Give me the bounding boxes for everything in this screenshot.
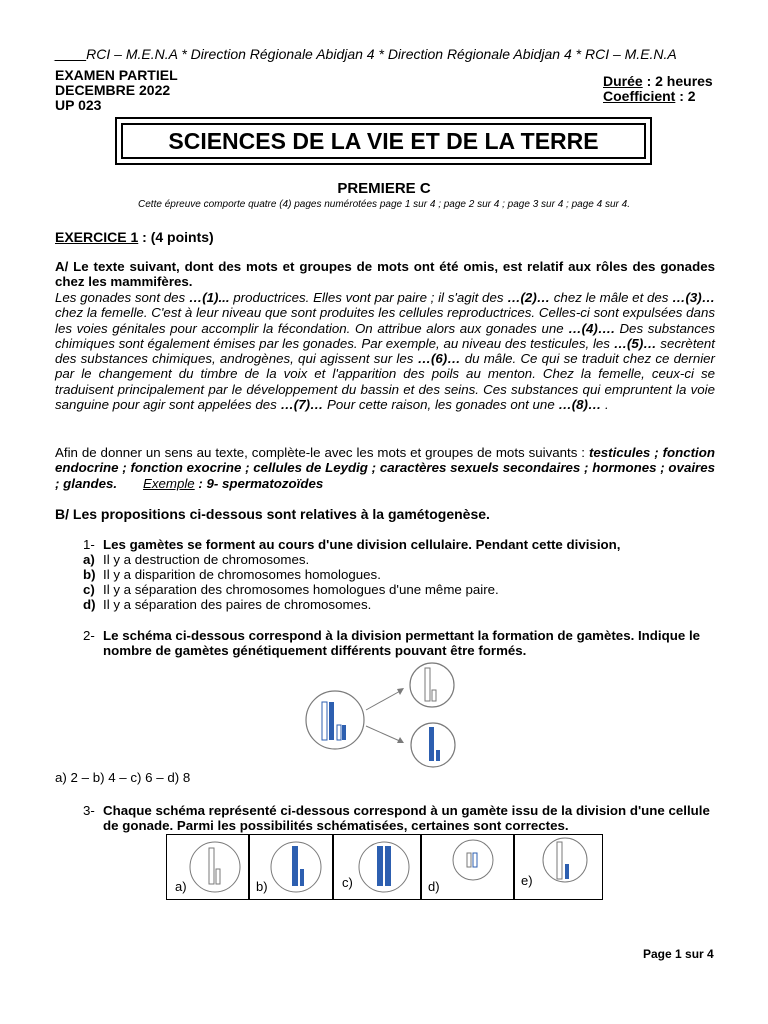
meiosis-diagram xyxy=(300,660,480,770)
gamete-label-d: d) xyxy=(428,879,440,894)
option-letter: b) xyxy=(83,567,96,582)
gamete-drawing-c xyxy=(334,835,422,901)
coefficient-line xyxy=(603,89,713,104)
question-1-number: 1- xyxy=(83,537,95,552)
chromosome-short-white xyxy=(432,690,436,701)
chromosome-long-blue xyxy=(377,846,383,886)
page-total: sur 4 xyxy=(681,947,714,961)
question-3-number: 3- xyxy=(83,803,95,818)
chromosome-short-white xyxy=(337,725,341,740)
blank-3: …(3)… xyxy=(672,290,715,305)
arrow-up-head xyxy=(397,688,404,695)
part-a-title: A/ Le texte suivant, dont des mots et groupes de mots ont été omis, est relatif aux rôles des gonades chez les mammifères. xyxy=(55,259,715,290)
chromosome-long-blue xyxy=(292,846,298,886)
blank-1: …(1)... xyxy=(188,290,230,305)
blank-4: …(4)…. xyxy=(568,320,615,336)
question-2-answers: a) 2 – b) 4 – c) 6 – d) 8 xyxy=(55,770,191,785)
text-segment: Des substances chimiques sont également émises par les gonades. Par exemple, au niveau des testicules, les xyxy=(55,320,715,351)
instruction-paragraph xyxy=(55,445,715,491)
exam-type: EXAMEN PARTIEL xyxy=(55,67,178,83)
option-text: Il y a séparation des chromosomes homologues d'une même paire. xyxy=(103,582,499,597)
option-d xyxy=(83,597,371,612)
duration-label: Durée xyxy=(603,73,643,89)
part-a-text xyxy=(55,290,715,412)
text-segment: secrètent des substances chimiques, androgènes, qui agissent sur les xyxy=(55,335,715,367)
page-prefix: Page xyxy=(643,947,676,961)
question-1-text: Les gamètes se forment au cours d'une division cellulaire. Pendant cette division, xyxy=(103,537,621,552)
class-title: PREMIERE C xyxy=(337,180,431,197)
gamete-cell xyxy=(190,842,240,892)
exam-info xyxy=(55,68,178,113)
chromosome-short-blue xyxy=(436,750,440,761)
chromosome-short-white xyxy=(216,869,220,884)
text-segment: Les gonades sont des xyxy=(55,290,189,305)
gamete-label-b: b) xyxy=(256,879,268,894)
chromosome-long-blue xyxy=(385,846,391,886)
gamete-label-c: c) xyxy=(342,875,353,890)
gamete-drawing-d xyxy=(422,835,515,901)
duration-value: : 2 heures xyxy=(642,73,713,89)
chromosome-short-blue xyxy=(565,864,569,879)
exercise-heading xyxy=(55,229,214,245)
option-text: Il y a séparation des paires de chromosomes. xyxy=(103,597,372,612)
duration-line xyxy=(603,74,713,89)
exercise-points: : (4 points) xyxy=(138,229,214,245)
subject-title: SCIENCES DE LA VIE ET DE LA TERRE xyxy=(121,123,646,159)
gamete-label-a: a) xyxy=(175,879,187,894)
header-line xyxy=(55,46,715,62)
blank-7: …(7)… xyxy=(280,397,324,413)
gamete-drawing-b xyxy=(250,835,334,901)
chromosome-long-white xyxy=(322,702,327,740)
option-text: Il y a disparition de chromosomes homologues. xyxy=(103,567,381,582)
chromosome-long-blue xyxy=(329,702,334,740)
coefficient-value: : 2 xyxy=(675,88,696,104)
header-line-rule: ____ xyxy=(55,46,87,62)
chromosome-short-white xyxy=(473,853,477,867)
chromosome-long-white xyxy=(209,848,214,884)
chromosome-short-white xyxy=(467,853,471,867)
option-a xyxy=(83,552,309,567)
gamete-cell-d xyxy=(421,834,514,900)
exercise-title: EXERCICE 1 xyxy=(55,229,139,245)
option-c xyxy=(83,582,499,597)
option-letter: a) xyxy=(83,552,95,567)
option-text: Il y a destruction de chromosomes. xyxy=(103,552,310,567)
chromosome-short-blue xyxy=(342,725,346,740)
page-current: 1 xyxy=(675,947,682,961)
page-number xyxy=(643,947,714,961)
instruction-text: Afin de donner un sens au texte, complète-le avec les mots et groupes de mots suivants : xyxy=(55,445,589,460)
blank-2: …(2)… xyxy=(507,290,551,305)
text-segment: chez la femelle. C'est à leur niveau que sont produites les cellules reproductrices. Celles-ci sont expulsées dans les voies génitales pour accomplir la fécondation. On attribue alors aux gonades une xyxy=(55,305,715,336)
subject-title-box xyxy=(115,117,652,165)
text-segment: . xyxy=(601,397,609,413)
blank-8: …(8)… xyxy=(558,397,602,413)
question-3-text: Chaque schéma représenté ci-dessous correspond à un gamète issu de la division d'une cellule de gonade. Parmi les possibilités schématisées, certaines sont correctes. xyxy=(103,803,710,834)
example-label: Exemple xyxy=(142,475,195,491)
gamete-label-e: e) xyxy=(521,873,533,888)
pages-note: Cette épreuve comporte quatre (4) pages numérotées page 1 sur 4 ; page 2 sur 4 ; page 3 sur 4 ; page 4 sur 4. xyxy=(138,199,630,210)
word-list-gap xyxy=(117,476,143,491)
question-2-text: Le schéma ci-dessous correspond à la division permettant la formation de gamètes. Indique le nombre de gamètes génétiquement différents pouvant être formés. xyxy=(103,628,701,659)
text-segment: chez le mâle et des xyxy=(550,290,673,305)
text-segment: productrices. Elles vont par paire ; il s'agit des xyxy=(229,290,508,305)
text-segment: Pour cette raison, les gonades ont une xyxy=(323,397,559,413)
chromosome-long-white xyxy=(557,842,562,879)
duration-info xyxy=(603,74,713,104)
text-segment: du mâle. Ce qui se traduit chez ce dernier par le changement du timbre de la voix et l'apparition des poils au menton. Chez la femelle, ceux-ci se traduisent principalement par le développement du bassin et des seins. Ces substances qui empruntent la voie sanguine pour agir sont appelées des xyxy=(55,351,715,413)
part-b-title: B/ Les propositions ci-dessous sont relatives à la gamétogenèse. xyxy=(55,506,490,522)
example-value: : 9- spermatozoïdes xyxy=(194,475,324,491)
gamete-cell-c xyxy=(333,834,421,900)
exam-date: DECEMBRE 2022 xyxy=(55,82,171,98)
question-2-number: 2- xyxy=(83,628,95,643)
gamete-cell-a xyxy=(166,834,249,900)
exam-code: UP 023 xyxy=(55,97,102,113)
option-letter: c) xyxy=(83,582,95,597)
arrow-up xyxy=(366,690,402,710)
chromosome-long-white xyxy=(425,668,430,701)
gamete-cell-b xyxy=(249,834,333,900)
arrow-down xyxy=(366,726,402,742)
chromosome-short-blue xyxy=(300,869,304,886)
option-b xyxy=(83,567,381,582)
gamete-drawing-a xyxy=(167,835,250,901)
word-list: testicules ; fonction endocrine ; fonction exocrine ; cellules de Leydig ; caractères sexuels secondaires ; hormones ; ovaires ; glandes. xyxy=(55,445,715,491)
header-line-text: RCI – M.E.N.A * Direction Régionale Abidjan 4 * Direction Régionale Abidjan 4 * RCI – M.E.N.A xyxy=(86,46,677,62)
gamete-drawing-e xyxy=(515,835,604,901)
chromosome-long-blue xyxy=(429,727,434,761)
blank-5: …(5)… xyxy=(613,335,657,351)
blank-6: …(6)… xyxy=(417,351,461,367)
coefficient-label: Coefficient xyxy=(603,88,676,104)
gamete-cell-e xyxy=(514,834,603,900)
gamete-cell xyxy=(359,842,409,892)
mother-cell xyxy=(306,691,364,749)
option-letter: d) xyxy=(83,597,96,612)
